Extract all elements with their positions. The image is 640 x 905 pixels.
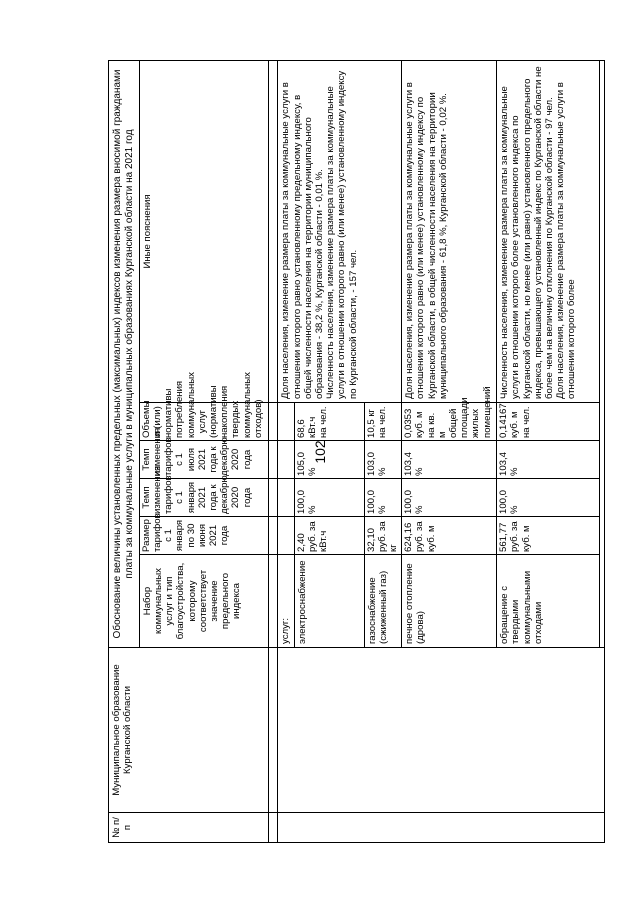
volume-cell: 10,5 кг на чел.: [364, 403, 402, 441]
rotated-table: [108, 61, 605, 843]
tariff-cell: 561,77 руб. за куб. м: [497, 517, 600, 555]
blank-cell: [278, 403, 295, 441]
spacer-cell: [269, 403, 278, 441]
header-notes: Иные пояснения: [139, 60, 268, 402]
service-cell: обращение с твердыми коммунальными отходами: [497, 555, 600, 648]
blank-cell: [278, 479, 295, 517]
spacer-cell: [269, 813, 278, 843]
services-label: услуг:: [278, 555, 295, 648]
cell-no: [278, 813, 605, 843]
table-bottom: [599, 60, 604, 647]
header-service-set: Набор коммунальных услуг и тип благоустройства, которому соответствует значение предельного индекса: [139, 555, 268, 648]
service-cell: электроснабжение: [295, 555, 365, 648]
tariff-cell: 32,10 руб. за кг: [364, 517, 402, 555]
blank-cell: [278, 441, 295, 479]
rate-jul-cell: 103,0 %: [364, 441, 402, 479]
volume-cell: 68,6 кВт.ч на чел.: [295, 403, 365, 441]
header-tariff: Размер тарифов с 1 января по 30 июня 2021 года: [139, 517, 268, 555]
spacer-cell: [269, 441, 278, 479]
header-rate-jul: Темп изменения тарифов с 1 июля 2021 года к декабрю 2020 года: [139, 441, 268, 479]
cell-municipality: [278, 648, 605, 813]
notes-cell-1: Доля населения, изменение размера платы за коммунальные услуги в отношении которого равно установленному предельному индексу, в общей численности населения на территории муниципального образования - 38,2 %, Курганской области - 0,01 %. Численность населения, изменение размера платы за коммунальные услуги в отношении которого равно (или менее) установленному индексу по Курганской области, - 157 чел.: [278, 60, 402, 402]
rate-jan-cell: 100,0 %: [295, 479, 365, 517]
volume-cell: 0,0353 куб. м на кв. м общей площади жилых помещений: [402, 403, 497, 441]
table-caption: Обоснование величины установленных предельных (максимальных) индексов изменения размера вносимой гражданами платы за коммунальные услуги в муниципальных образованиях Курганской области на 2021 год: [109, 60, 140, 647]
spacer-cell: [269, 555, 278, 648]
tariff-cell: 2,40 руб. за кВт.ч: [295, 517, 365, 555]
header-no: № п/п: [109, 813, 269, 843]
blank-cell: [278, 517, 295, 555]
volume-cell: 0,14167 куб. м на чел.: [497, 403, 600, 441]
page-number: 102: [312, 440, 328, 464]
index-justification-table: [108, 60, 605, 843]
header-rate-jan: Темп изменения тарифов с 1 января 2021 года к декабрю 2020 года: [139, 479, 268, 517]
spacer-cell: [269, 60, 278, 402]
spacer-cell: [269, 479, 278, 517]
rate-jul-cell: 103,4 %: [402, 441, 497, 479]
rate-jan-cell: 100,0 %: [497, 479, 600, 517]
header-volume: Объемы и (или) нормативы потребления коммунальных услуг (нормативы накопления твердых коммунальных отходов): [139, 403, 268, 441]
notes-cell-3: Численность населения, изменение размера платы за коммунальные услуги в отношении которого более установленного индекса по Курганской области, но менее (или равно) установленного предельного индекса, превышающего установленный индекс по Курганской области не более чем на величину отклонения по Курганской области - 97 чел. Доля населения, изменение размера платы за коммунальные услуги в отношении которого более: [497, 60, 600, 402]
service-cell: печное отопление (дрова): [402, 555, 497, 648]
rate-jan-cell: 100,0 %: [364, 479, 402, 517]
header-municipality: Муниципальное образование Курганской области: [109, 648, 269, 813]
rate-jul-cell: 103,4 %: [497, 441, 600, 479]
spacer-cell: [269, 517, 278, 555]
service-cell: газоснабжение (сжиженный газ): [364, 555, 402, 648]
spacer-cell: [269, 648, 278, 813]
notes-cell-2: Доля населения, изменение размера платы за коммунальные услуги в отношении которого равно (или менее) установленному индексу по Курганской области, в общей численности населения на территории муниципального образования - 61,8 %, Курганской области - 0,02 %.: [402, 60, 497, 402]
tariff-cell: 624,16 руб. за куб. м: [402, 517, 497, 555]
rotated-table-container: [108, 61, 605, 843]
rate-jul-cell: 105,0 %: [295, 441, 365, 479]
rate-jan-cell: 100,0 %: [402, 479, 497, 517]
